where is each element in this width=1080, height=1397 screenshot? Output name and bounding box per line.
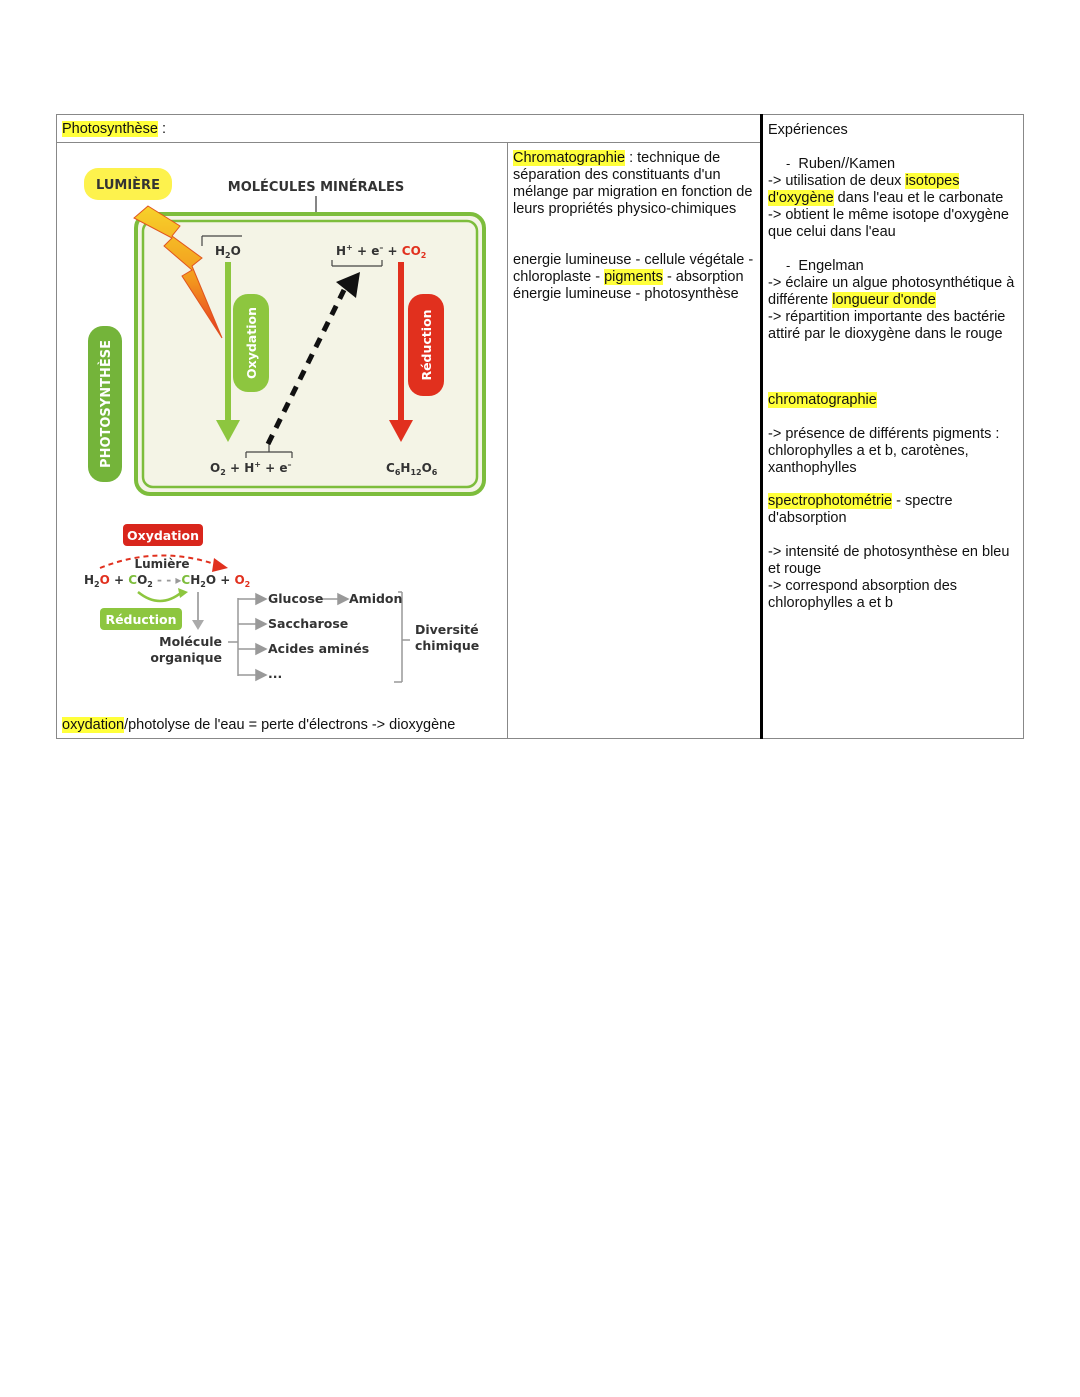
oxygene-highlight: d'oxygène bbox=[768, 190, 834, 206]
isotopes-highlight: isotopes bbox=[905, 173, 960, 189]
oxydation-vertical-label: Oxydation bbox=[244, 307, 259, 379]
chromatographie-highlight: Chromatographie bbox=[513, 150, 626, 166]
chromatographie-line-1: -> présence de différents pigments : chlorophylles a et b, carotènes, xanthophylles bbox=[768, 426, 1000, 476]
photosynthesis-diagram bbox=[60, 148, 500, 708]
table-border-top bbox=[56, 114, 1024, 115]
table-border-left bbox=[56, 114, 57, 739]
reduction-badge-label: Réduction bbox=[105, 612, 177, 627]
chromatographie-right-highlight: chromatographie bbox=[768, 392, 877, 408]
molecule-label-1: Molécule bbox=[159, 634, 222, 649]
energie-chain-a: energie lumineuse - cellule végétale - chloroplaste - bbox=[513, 252, 754, 285]
lumiere-badge bbox=[84, 168, 172, 200]
chromatographie-section bbox=[768, 392, 1020, 477]
spectro-line-1: -> intensité de photosynthèse en bleu et rouge bbox=[768, 544, 1010, 577]
oxydation-highlight: oxydation bbox=[62, 717, 125, 733]
bullet: - bbox=[786, 258, 791, 273]
title-rest: : bbox=[157, 121, 166, 137]
ruben-line-3: -> obtient le même isotope d'oxygène que celui dans l'eau bbox=[768, 207, 1009, 240]
energie-chain bbox=[513, 252, 759, 303]
glucose-label: Glucose bbox=[268, 591, 324, 606]
table-col-divider bbox=[507, 142, 508, 739]
amidon-label: Amidon bbox=[349, 591, 403, 606]
molecule-label-2: organique bbox=[150, 650, 222, 665]
engelman-line-1: -> éclaire un algue photosynthétique à différente bbox=[768, 275, 1015, 308]
spectro-rest: - spectre d'absorption bbox=[768, 493, 953, 526]
lumiere-label: LUMIÈRE bbox=[96, 178, 160, 193]
svg-text:H2O: $H_2O$ bbox=[215, 244, 241, 260]
lumiere-small-label: Lumière bbox=[134, 557, 190, 571]
engelman-line-2: -> répartition importante des bactérie attiré par le dioxygène dans le rouge bbox=[768, 309, 1006, 342]
saccharose-label: Saccharose bbox=[268, 616, 349, 631]
oxydation-badge bbox=[123, 524, 203, 546]
molecules-minerales-label: MOLÉCULES MINÉRALES bbox=[227, 180, 405, 195]
oxydation-note-rest: /photolyse de l'eau = perte d'électrons -> dioxygène bbox=[124, 717, 456, 733]
table-row-divider bbox=[56, 142, 762, 143]
spectro-highlight: spectrophotométrie bbox=[768, 493, 893, 509]
chromatographie-definition-text: : technique de séparation des constituants d'un mélange par migration en fonction de leurs propriétés physico-chimiques bbox=[513, 150, 753, 217]
table-thick-divider bbox=[760, 114, 763, 739]
table-border-bottom bbox=[56, 738, 1024, 739]
ruben-line-2: dans l'eau et le carbonate bbox=[833, 190, 1004, 206]
title-highlight: Photosynthèse bbox=[62, 121, 158, 137]
energie-chain-b: - absorption énergie lumineuse - photosynthèse bbox=[513, 269, 744, 302]
photosynthese-badge bbox=[88, 326, 122, 482]
oxydation-note bbox=[62, 717, 502, 734]
reduction-vertical-label: Réduction bbox=[419, 309, 434, 381]
spectro-section bbox=[768, 493, 1020, 612]
oxydation-badge-label: Oxydation bbox=[127, 528, 199, 543]
acides-amines-label: Acides aminés bbox=[268, 641, 370, 656]
svg-text:H+ + e– + CO2: $H^+ + e^- + CO_2$ bbox=[336, 243, 427, 260]
ellipsis-label: ... bbox=[268, 666, 283, 681]
longueur-onde-highlight: longueur d'onde bbox=[832, 292, 936, 308]
diversite-label-2: chimique bbox=[415, 638, 480, 653]
ruben-section bbox=[768, 155, 1020, 241]
experiences-title: Expériences bbox=[768, 122, 848, 138]
chromatographie-definition bbox=[513, 150, 757, 218]
pigments-highlight: pigments bbox=[604, 269, 663, 285]
svg-text:O2 + H+ + e–: $O_2 + H^+ + e^-$ bbox=[210, 460, 292, 477]
reaction-equation: $H_2O + CO_2$ - - $▸CH_2O + O_2$ bbox=[84, 573, 251, 589]
engelman-title: Engelman bbox=[798, 258, 864, 274]
reduction-badge bbox=[100, 608, 182, 630]
table-border-right bbox=[1023, 114, 1024, 739]
ruben-title: Ruben//Kamen bbox=[798, 156, 896, 172]
spectro-line-2: -> correspond absorption des chlorophylles a et b bbox=[768, 578, 958, 611]
engelman-section bbox=[768, 257, 1022, 343]
photosynthese-label: PHOTOSYNTHÈSE bbox=[99, 340, 114, 468]
bullet: - bbox=[786, 156, 791, 171]
ruben-line-1: -> utilisation de deux bbox=[768, 173, 906, 189]
diversite-label-1: Diversité bbox=[415, 622, 479, 637]
glucose-formula: $C_6H_{12}O_6$ bbox=[386, 461, 438, 477]
page-title bbox=[62, 121, 702, 138]
